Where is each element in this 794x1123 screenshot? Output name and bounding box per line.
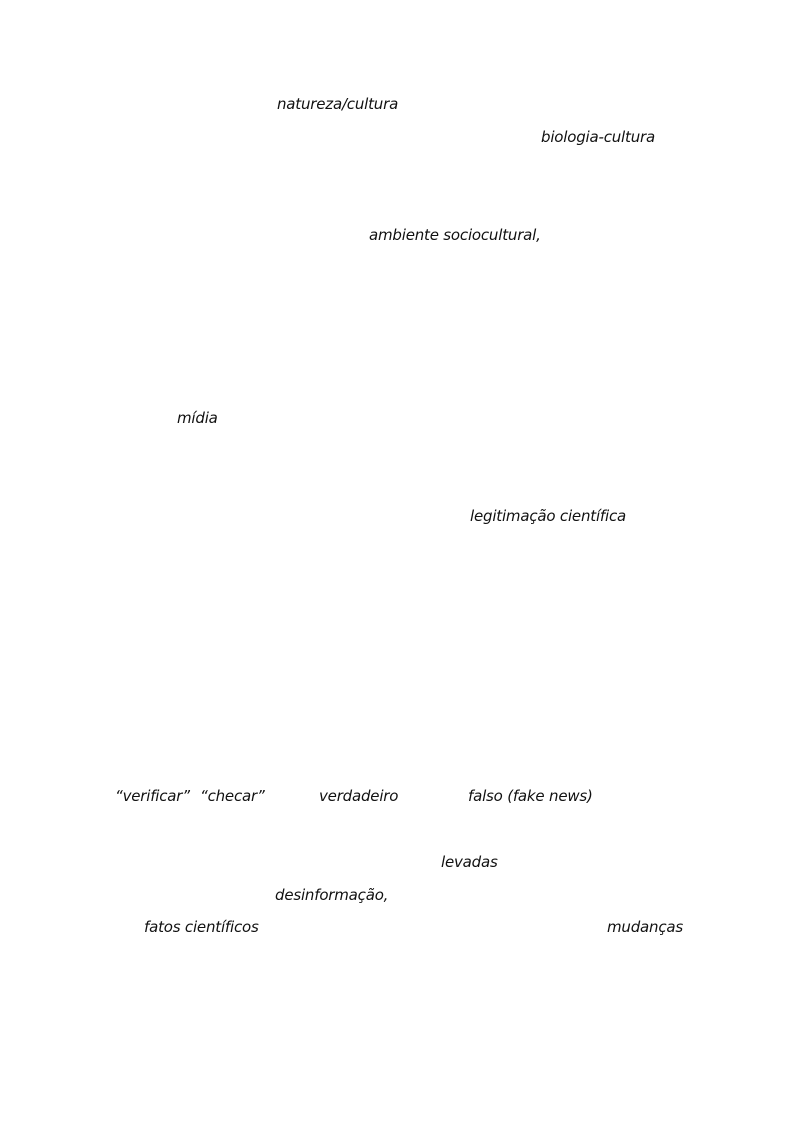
term-verificar: “verificar”: [115, 787, 190, 805]
term-legitimacao-cientifica: legitimação científica: [470, 507, 627, 525]
term-biologia-cultura: biologia-cultura: [541, 128, 655, 146]
term-ambiente-sociocultural: ambiente sociocultural,: [369, 226, 541, 244]
term-mudancas: mudanças: [607, 918, 683, 936]
term-midia: mídia: [177, 409, 218, 427]
term-desinformacao: desinformação,: [275, 886, 389, 904]
term-falso-fake-news: falso (fake news): [468, 787, 593, 805]
term-natureza-cultura: natureza/cultura: [277, 95, 399, 113]
term-levadas: levadas: [441, 853, 498, 871]
term-verdadeiro: verdadeiro: [319, 787, 399, 805]
term-fatos-cientificos: fatos científicos: [144, 918, 259, 936]
term-checar: “checar”: [200, 787, 265, 805]
